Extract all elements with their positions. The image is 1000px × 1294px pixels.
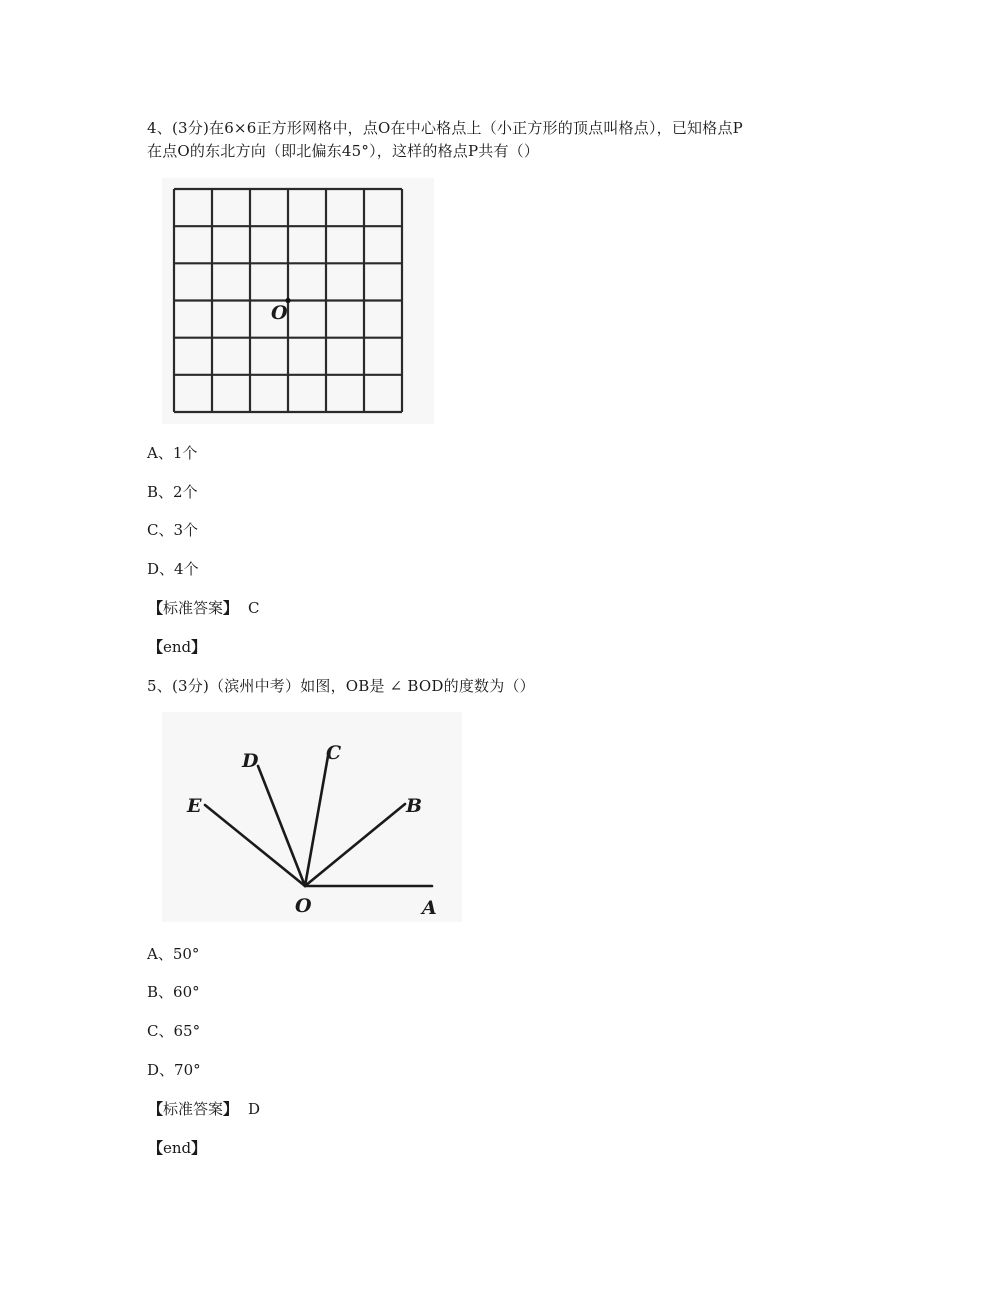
question-5-stem-line1: 5、(3分)（滨州中考）如图，OB是 ∠ BOD的度数为（）: [147, 677, 535, 695]
question-4-end-marker: [148, 637, 206, 657]
label-c: C: [326, 742, 342, 764]
question-5-option-d: D、70°: [147, 1061, 201, 1079]
point-o-label: O: [271, 302, 288, 324]
question-5-option-c: C、65°: [147, 1022, 201, 1040]
end-label: end: [163, 1139, 192, 1157]
answer-value: D: [248, 1100, 261, 1118]
answer-label: 标准答案: [163, 1100, 224, 1118]
label-d: D: [242, 750, 259, 772]
question-4-stem-line2: 在点O的东北方向（即北偏东45°），这样的格点P共有（）: [147, 142, 540, 160]
grid-diagram: [162, 178, 434, 424]
question-5-rays-figure: [162, 712, 462, 922]
question-4-answer: [148, 598, 260, 618]
question-5-end-marker: [148, 1138, 206, 1158]
question-5-option-a: A、50°: [147, 945, 200, 963]
end-bracket-open: 【: [148, 638, 164, 656]
rays-diagram: [162, 712, 462, 922]
question-4-option-b: B、2个: [147, 483, 198, 501]
question-4-stem: [147, 117, 743, 163]
answer-bracket-close: 】: [223, 1100, 239, 1118]
question-5-answer: [148, 1099, 260, 1119]
question-4-grid-figure: [162, 178, 434, 424]
question-4-option-c: C、3个: [147, 521, 199, 539]
end-bracket-close: 】: [191, 1139, 207, 1157]
question-5-stem: [147, 675, 535, 698]
end-bracket-open: 【: [148, 1139, 164, 1157]
answer-label: 标准答案: [163, 599, 224, 617]
ray-oc: [305, 756, 328, 886]
label-b: B: [406, 795, 423, 817]
answer-bracket-open: 【: [148, 599, 164, 617]
answer-bracket-close: 】: [223, 599, 239, 617]
end-label: end: [163, 638, 192, 656]
ray-ob: [305, 804, 405, 886]
question-4-stem-line1: 4、(3分)在6×6正方形网格中，点O在中心格点上（小正方形的顶点叫格点），已知格点P: [147, 119, 743, 137]
label-a: A: [422, 897, 437, 919]
label-o: O: [295, 895, 312, 917]
answer-value: C: [248, 599, 260, 617]
label-e: E: [187, 795, 202, 817]
question-4-option-d: D、4个: [147, 560, 199, 578]
end-bracket-close: 】: [191, 638, 207, 656]
question-4-option-a: A、1个: [147, 444, 198, 462]
answer-bracket-open: 【: [148, 1100, 164, 1118]
question-5-option-b: B、60°: [147, 983, 200, 1001]
